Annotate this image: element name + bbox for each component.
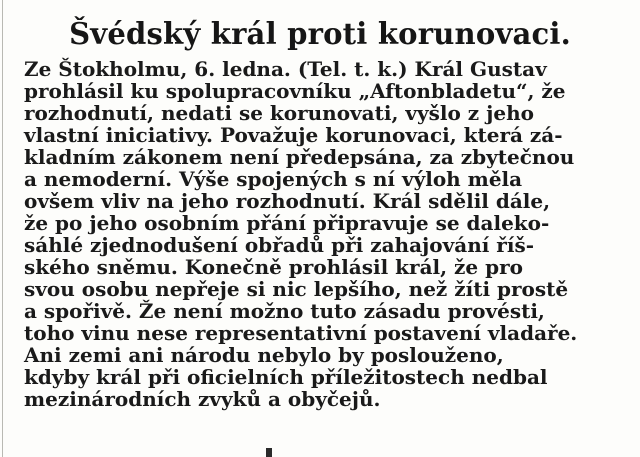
article-headline: Švédský král proti korunovaci. — [69, 17, 571, 52]
article-line: prohlásil ku spolupracovníku „Aftonbladetu“, že — [24, 79, 566, 103]
article-line: toho vinu nese representativní postavení vladaře. — [24, 321, 578, 345]
article-line: ského sněmu. Konečně prohlásil král, že pro — [24, 255, 523, 279]
article-line: a spořivě. Že není možno tuto zásadu provésti, — [24, 299, 545, 323]
article-line: Ani zemi ani národu nebylo by poslouženo, — [24, 343, 504, 367]
column-rule — [2, 0, 3, 457]
article-line: a nemoderní. Výše spojených s ní výloh měla — [24, 167, 523, 191]
article-line: mezinárodních zvyků a obyčejů. — [24, 387, 381, 411]
article-line: sáhlé zjednodušení obřadů při zahajování říš- — [24, 233, 534, 257]
article-line: ovšem vliv na jeho rozhodnutí. Král sdělil dále, — [24, 189, 551, 213]
article-line: Ze Štokholmu, 6. ledna. (Tel. t. k.) Král Gustav — [24, 57, 547, 81]
article-line: rozhodnutí, nedati se korunovati, vyšlo z jeho — [24, 101, 534, 125]
article-line: kdyby král při oficielních příležitostech nedbal — [24, 365, 548, 389]
article-line: vlastní iniciativy. Považuje korunovaci, která zá- — [24, 123, 563, 147]
print-mark — [266, 448, 272, 457]
article-line: svou osobu nepřeje si nic lepšího, než žíti prostě — [24, 277, 569, 301]
article-line: kladním zákonem není předepsána, za zbytečnou — [24, 145, 575, 169]
article-line: že po jeho osobním přání připravuje se daleko- — [24, 211, 550, 235]
article-body — [24, 58, 632, 410]
